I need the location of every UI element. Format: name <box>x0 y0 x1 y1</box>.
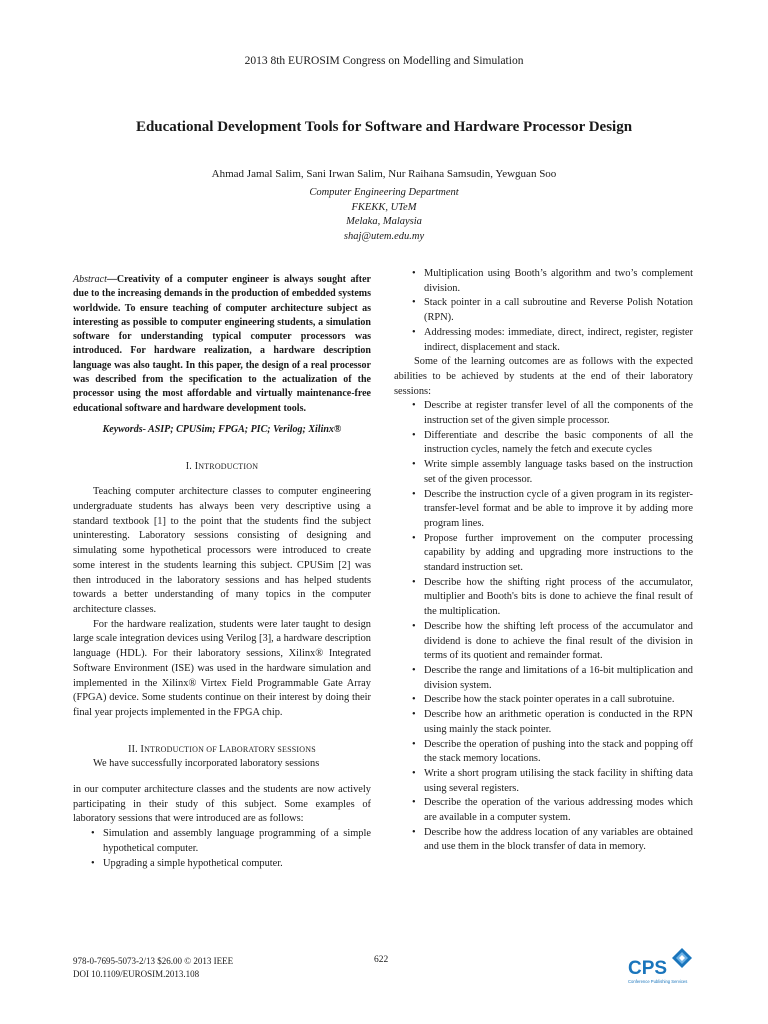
keywords: Keywords- ASIP; CPUSim; FPGA; PIC; Verilog; Xilinx® <box>102 423 342 435</box>
intro-paragraph-2: For the hardware realization, students were later taught to design large scale integration devices using Verilog [3], a hardware description language (HDL). For their laboratory sessions, Xilinx® Integrated Software Environment (ISE) was used in the hardware simulation and implemented in the Xilinx® Virtex Field Programmable Gate Array (FPGA) device. Some students continue on their interest by doing their final year projects implemented in the FPGA chip. <box>73 618 371 718</box>
list-item: • Describe how the address location of any variables are obtained and use them in the block transfer of data in memory. <box>424 826 693 855</box>
abstract-text: Creativity of a computer engineer is always sought after due to the increasing demands in the production of embedded systems worldwide. To ensure teaching of computer architecture subject as interesting as possible to computer engineering students, a simulation software for understanding typical computer processors was introduced. For hardware realization, a hardware description language was also taught. In this paper, the design of a real processor was described from the specification to the actualization of the processor using the most affordable and virtually maintenance-free educational software and hardware development tools. <box>73 274 371 414</box>
list-item: • Upgrading a simple hypothetical computer. <box>103 857 371 872</box>
page-number: 622 <box>374 955 389 965</box>
list-item: • Describe how the shifting left process of the accumulator and dividend is done to achieve the final result of the division in terms of its quotient and remainder format. <box>424 620 693 664</box>
paper-title: Educational Development Tools for Software and Hardware Processor Design <box>135 119 633 135</box>
list-item: • Describe how the shifting right process of the accumulator, multiplier and Booth's bits is done to achieve the final result of the multiplication. <box>424 576 693 620</box>
abstract-label: Abstract <box>73 274 107 285</box>
author-list: Ahmad Jamal Salim, Sani Irwan Salim, Nur Raihana Samsudin, Yewguan Soo <box>211 168 557 180</box>
list-item: • Describe the range and limitations of a 16-bit multiplication and division system. <box>424 664 693 693</box>
lab-session-list <box>73 827 371 871</box>
cps-logo-text: CPS <box>628 958 668 979</box>
section-heading-introduction <box>73 460 371 475</box>
cps-logo-subtext: Conference Publishing Services <box>628 979 688 984</box>
list-item: • Describe the operation of the various addressing modes which are available in a computer system. <box>424 796 693 825</box>
lab-topic-list <box>394 267 693 355</box>
footer-isbn: 978-0-7695-5073-2/13 $26.00 © 2013 IEEE <box>73 956 234 966</box>
cps-diamond-icon <box>672 948 692 968</box>
learning-outcomes-list <box>394 399 693 855</box>
list-item: • Propose further improvement on the computer processing capability by adding and upgrading more instructions to the standard instruction set. <box>424 532 693 576</box>
intro-paragraph-1: Teaching computer architecture classes to computer engineering undergraduate students has always been very descriptive using a standard textbook [1] to the point that the students find the subject uninteresting. Laboratory sessions consisting of designing and simulating some hypothetical processors were introduced to create some interest in the students learning this subject. CPUSim [2] was then introduced in the laboratory sessions and has helped students towards a better understanding of many topics in the computer architecture classes. <box>73 486 371 615</box>
cps-logo <box>626 944 694 986</box>
list-item: • Stack pointer in a call subroutine and Reverse Polish Notation (RPN). <box>424 296 693 325</box>
list-item: • Write simple assembly language tasks based on the instruction set of the given processor. <box>424 458 693 487</box>
abstract-dash: — <box>106 274 117 285</box>
section-1-number: I. I <box>185 460 199 472</box>
left-column <box>73 273 371 871</box>
footer-doi[interactable]: DOI 10.1109/EUROSIM.2013.108 <box>73 969 200 979</box>
list-item: • Addressing modes: immediate, direct, indirect, register, register indirect, displacement and stack. <box>424 326 693 355</box>
section-1-title: NTRODUCTION <box>198 461 259 471</box>
section-2-title-b: L <box>219 743 226 755</box>
list-item: • Describe at register transfer level of all the components of the instruction set of the given simple processor. <box>424 399 693 428</box>
list-item: • Multiplication using Booth’s algorithm and two’s complement division. <box>424 267 693 296</box>
learning-outcomes-intro: Some of the learning outcomes are as follows with the expected abilities to be achieved by students at the end of their laboratory sessions: <box>394 356 693 397</box>
affiliation-email[interactable]: shaj@utem.edu.my <box>343 230 425 242</box>
affiliation-department: Computer Engineering Department <box>309 187 459 198</box>
lab-paragraph-line-1: We have successfully incorporated laboratory sessions <box>93 758 320 770</box>
list-item: • Describe how an arithmetic operation is conducted in the RPN using mainly the stack pointer. <box>424 708 693 737</box>
section-2-title-c: ABORATORY SESSIONS <box>225 744 316 754</box>
list-item: • Write a short program utilising the stack facility in shifting data using several registers. <box>424 767 693 796</box>
affiliation-block <box>0 186 768 244</box>
affiliation-faculty: FKEKK, UTeM <box>351 201 417 213</box>
section-2-title-a: NTRODUCTION OF <box>144 744 220 754</box>
section-heading-lab-sessions <box>73 743 371 758</box>
section-2-number: II. I <box>128 743 145 755</box>
list-item: • Simulation and assembly language programming of a simple hypothetical computer. <box>103 827 371 856</box>
conference-header: 2013 8th EUROSIM Congress on Modelling and Simulation <box>244 55 524 67</box>
list-item: • Describe the operation of pushing into the stack and popping off the stack memory locations. <box>424 738 693 767</box>
list-item: • Describe the instruction cycle of a given program in its register-transfer-level format and be able to improve it by adding more program lines. <box>424 488 693 532</box>
list-item: • Describe how the stack pointer operates in a call subrotuine. <box>424 693 693 708</box>
lab-paragraph: in our computer architecture classes and the students are now actively participating in their study of this subject. Some examples of laboratory sessions that were introduced are as follows: <box>73 784 371 825</box>
list-item: • Differentiate and describe the basic components of all the instruction cycles, namely the fetch and execute cycles <box>424 429 693 458</box>
affiliation-location: Melaka, Malaysia <box>346 216 422 228</box>
right-column <box>394 267 693 855</box>
footer-citation <box>73 955 233 981</box>
abstract <box>73 273 371 416</box>
